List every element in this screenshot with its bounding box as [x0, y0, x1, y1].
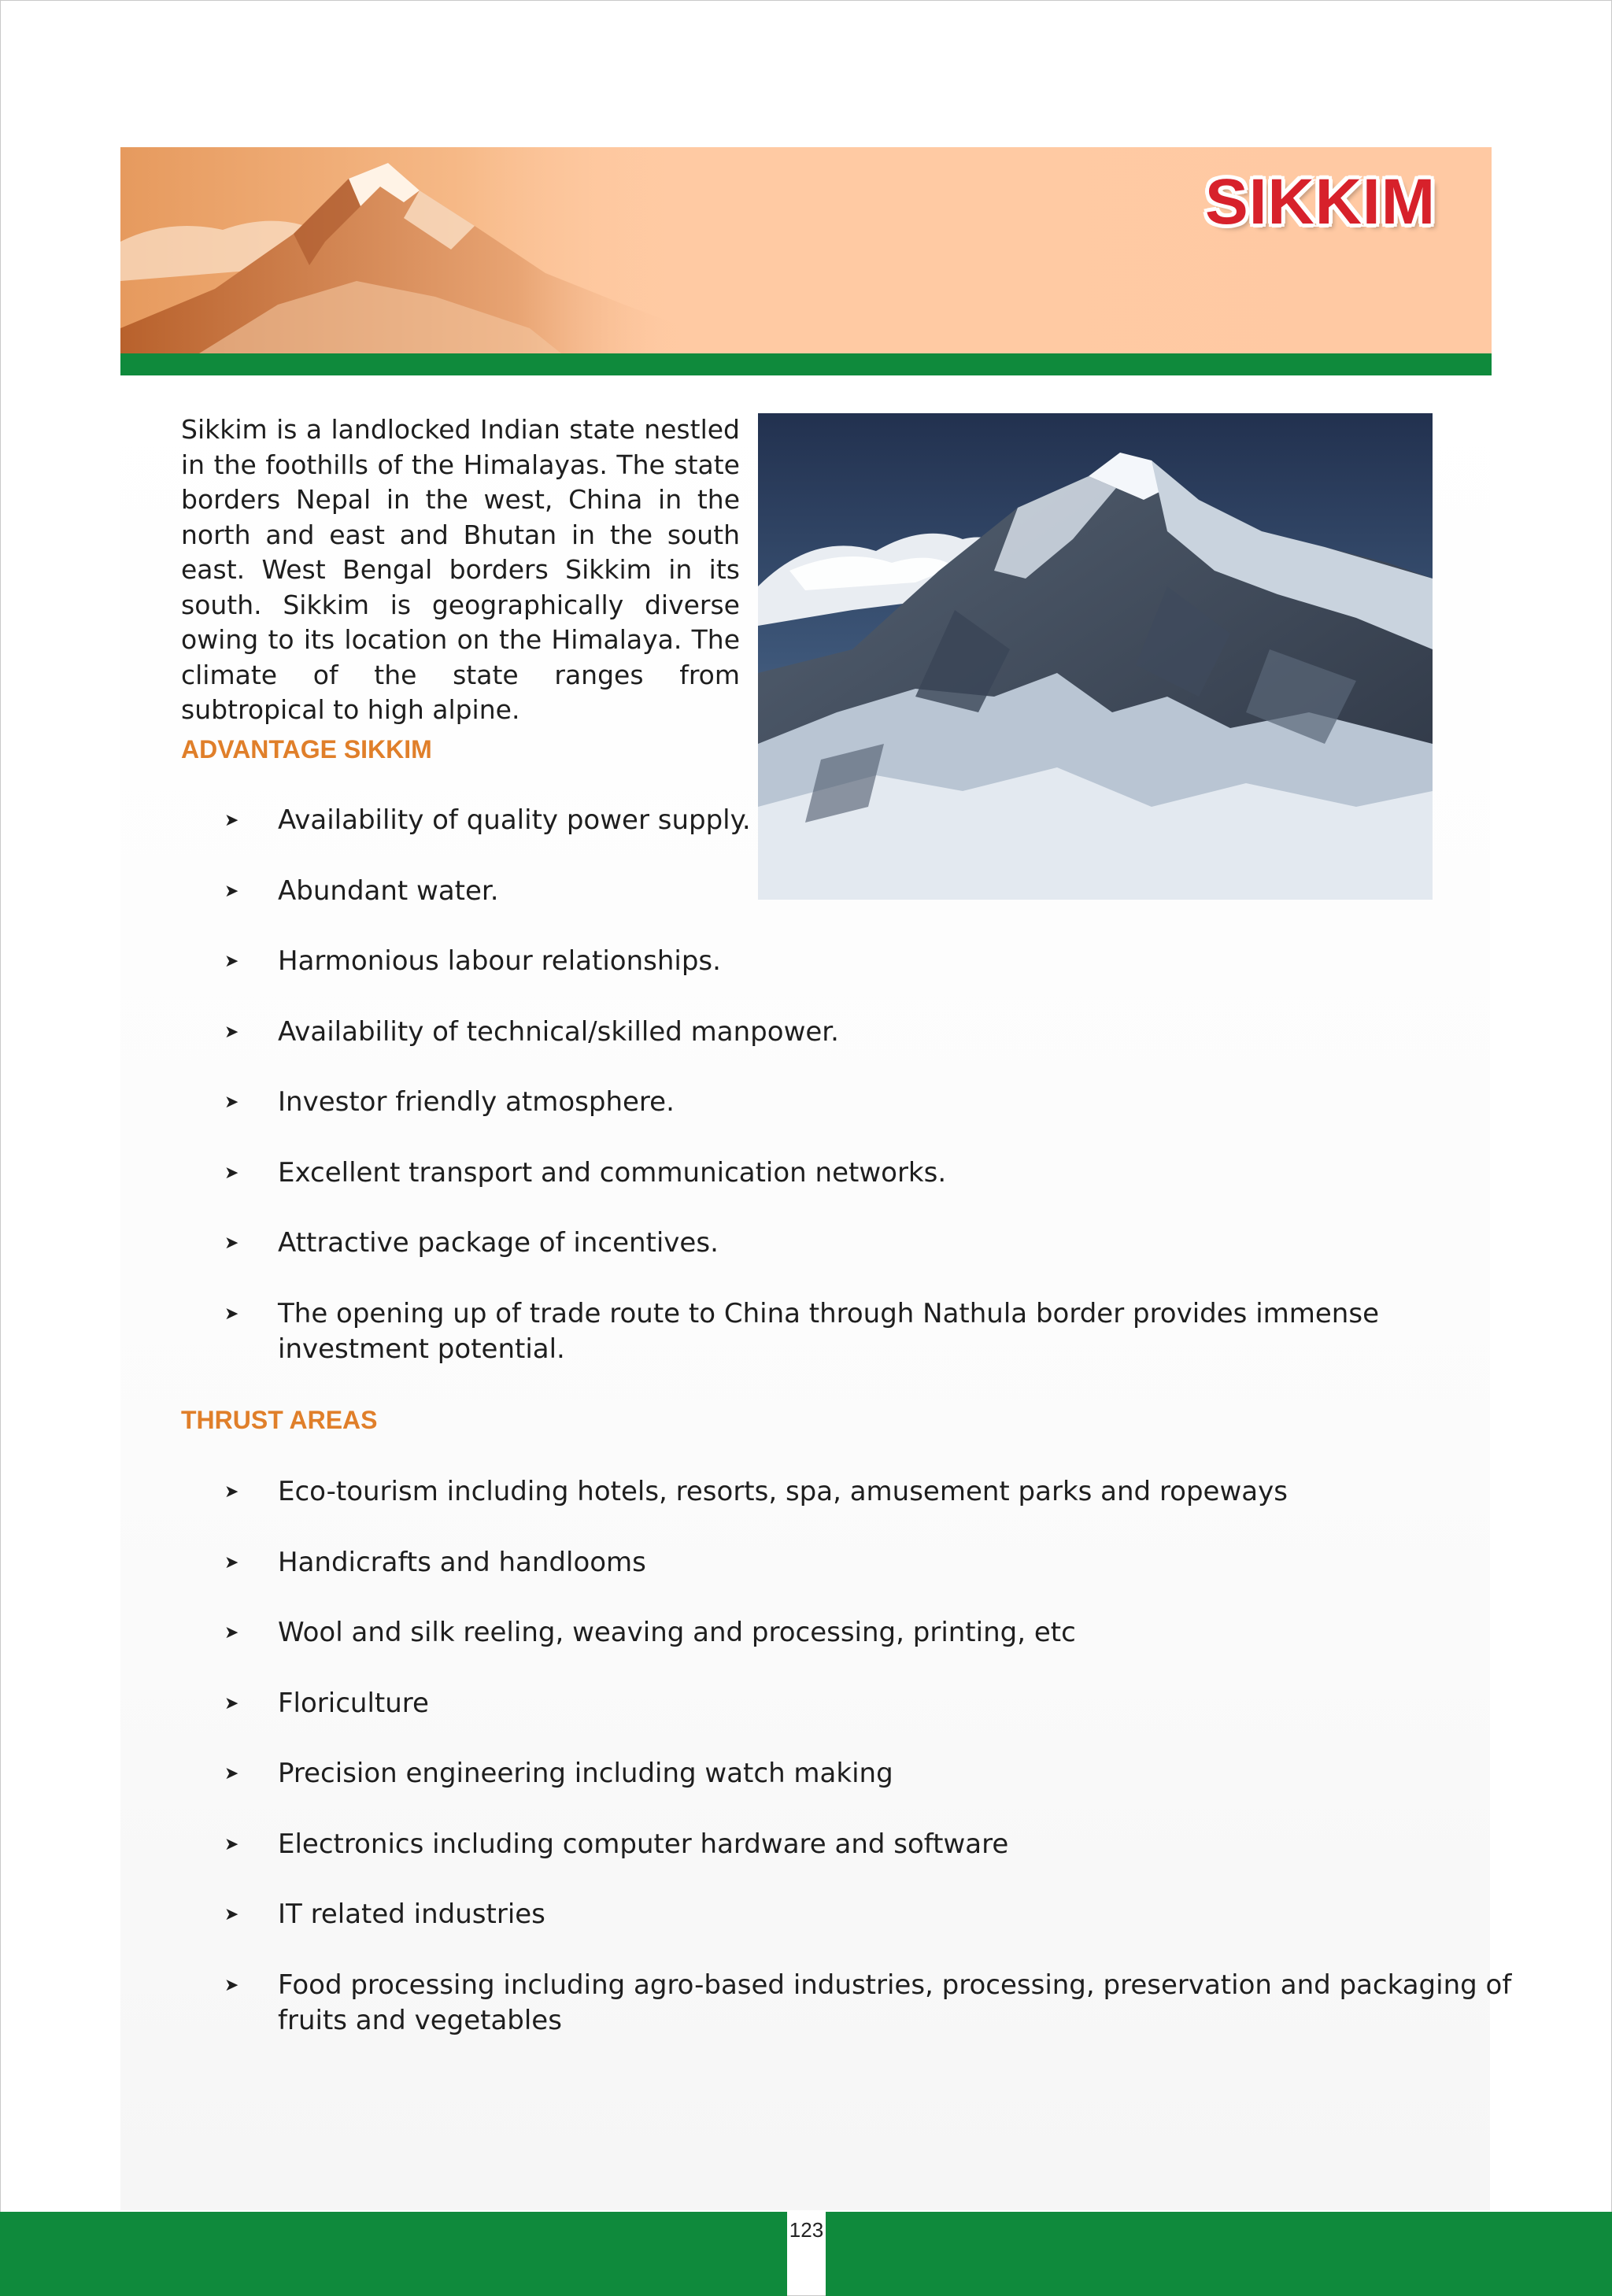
list-item: ➤ Food processing including agro-based industries, processing, preservation and packaging of fruits and vegetables [224, 1969, 1512, 2036]
list-item: ➤ Floriculture [181, 1686, 1440, 1721]
triangle-arrow-right-icon: ➤ [224, 1905, 239, 1924]
triangle-arrow-right-icon: ➤ [224, 1623, 239, 1643]
triangle-arrow-right-icon: ➤ [224, 811, 239, 830]
list-item: ➤ Investor friendly atmosphere. [181, 1085, 1440, 1120]
list-item: ➤ Abundant water. [181, 874, 1440, 909]
intro-paragraph: Sikkim is a landlocked Indian state nestled in the foothills of the Himalayas. The state borders Nepal in the west, China in the north and east and Bhutan in the south east. West Bengal borders Sikkim in its south. Sikkim is geographically diverse owing to its location on the Himalaya. The climate of the state ranges from subtropical to high alpine. [181, 414, 740, 725]
triangle-arrow-right-icon: ➤ [224, 1482, 239, 1502]
triangle-arrow-right-icon: ➤ [224, 1093, 239, 1112]
list-item: ➤ Eco-tourism including hotels, resorts, spa, amusement parks and ropeways [181, 1474, 1440, 1510]
list-item: ➤ Excellent transport and communication networks. [181, 1155, 1440, 1191]
page-number: 123 [789, 2218, 824, 2242]
page-title: SIKKIM [1205, 166, 1436, 238]
advantage-list [181, 803, 1440, 1402]
list-item: ➤ Precision engineering including watch making [181, 1756, 1440, 1791]
triangle-arrow-right-icon: ➤ [224, 1303, 239, 1324]
triangle-arrow-right-icon: ➤ [224, 1163, 239, 1183]
triangle-arrow-right-icon: ➤ [224, 1834, 239, 1854]
footer-green-bar-right [826, 2212, 1612, 2296]
list-item: ➤ Handicrafts and handlooms [181, 1545, 1440, 1581]
list-item: ➤ Availability of quality power supply. [181, 803, 1440, 838]
list-item: ➤ Electronics including computer hardware and software [181, 1827, 1440, 1862]
triangle-arrow-right-icon: ➤ [224, 1693, 239, 1714]
triangle-arrow-right-icon: ➤ [224, 1552, 239, 1573]
thrust-areas-heading: THRUST AREAS [181, 1406, 378, 1434]
thrust-areas-list [181, 1474, 1512, 2073]
advantage-heading: ADVANTAGE SIKKIM [181, 735, 432, 763]
list-item: ➤ Harmonious labour relationships. [181, 944, 1440, 979]
list-item: ➤ Wool and silk reeling, weaving and processing, printing, etc [181, 1615, 1440, 1651]
triangle-arrow-right-icon: ➤ [224, 881, 239, 901]
triangle-arrow-right-icon: ➤ [224, 952, 239, 971]
list-item: ➤ Attractive package of incentives. [181, 1226, 1440, 1261]
triangle-arrow-right-icon: ➤ [224, 1022, 239, 1042]
triangle-arrow-right-icon: ➤ [224, 1233, 239, 1253]
triangle-arrow-right-icon: ➤ [224, 1764, 239, 1784]
footer-green-bar-left [0, 2212, 787, 2296]
list-item: ➤ Availability of technical/skilled manpower. [181, 1015, 1440, 1050]
banner-mountain-image [120, 147, 687, 353]
list-item: ➤ IT related industries [181, 1897, 1440, 1932]
header-green-stripe [120, 353, 1492, 375]
triangle-arrow-right-icon: ➤ [224, 1975, 239, 1995]
list-item: ➤ The opening up of trade route to China through Nathula border provides immense investment potential. [224, 1297, 1379, 1365]
